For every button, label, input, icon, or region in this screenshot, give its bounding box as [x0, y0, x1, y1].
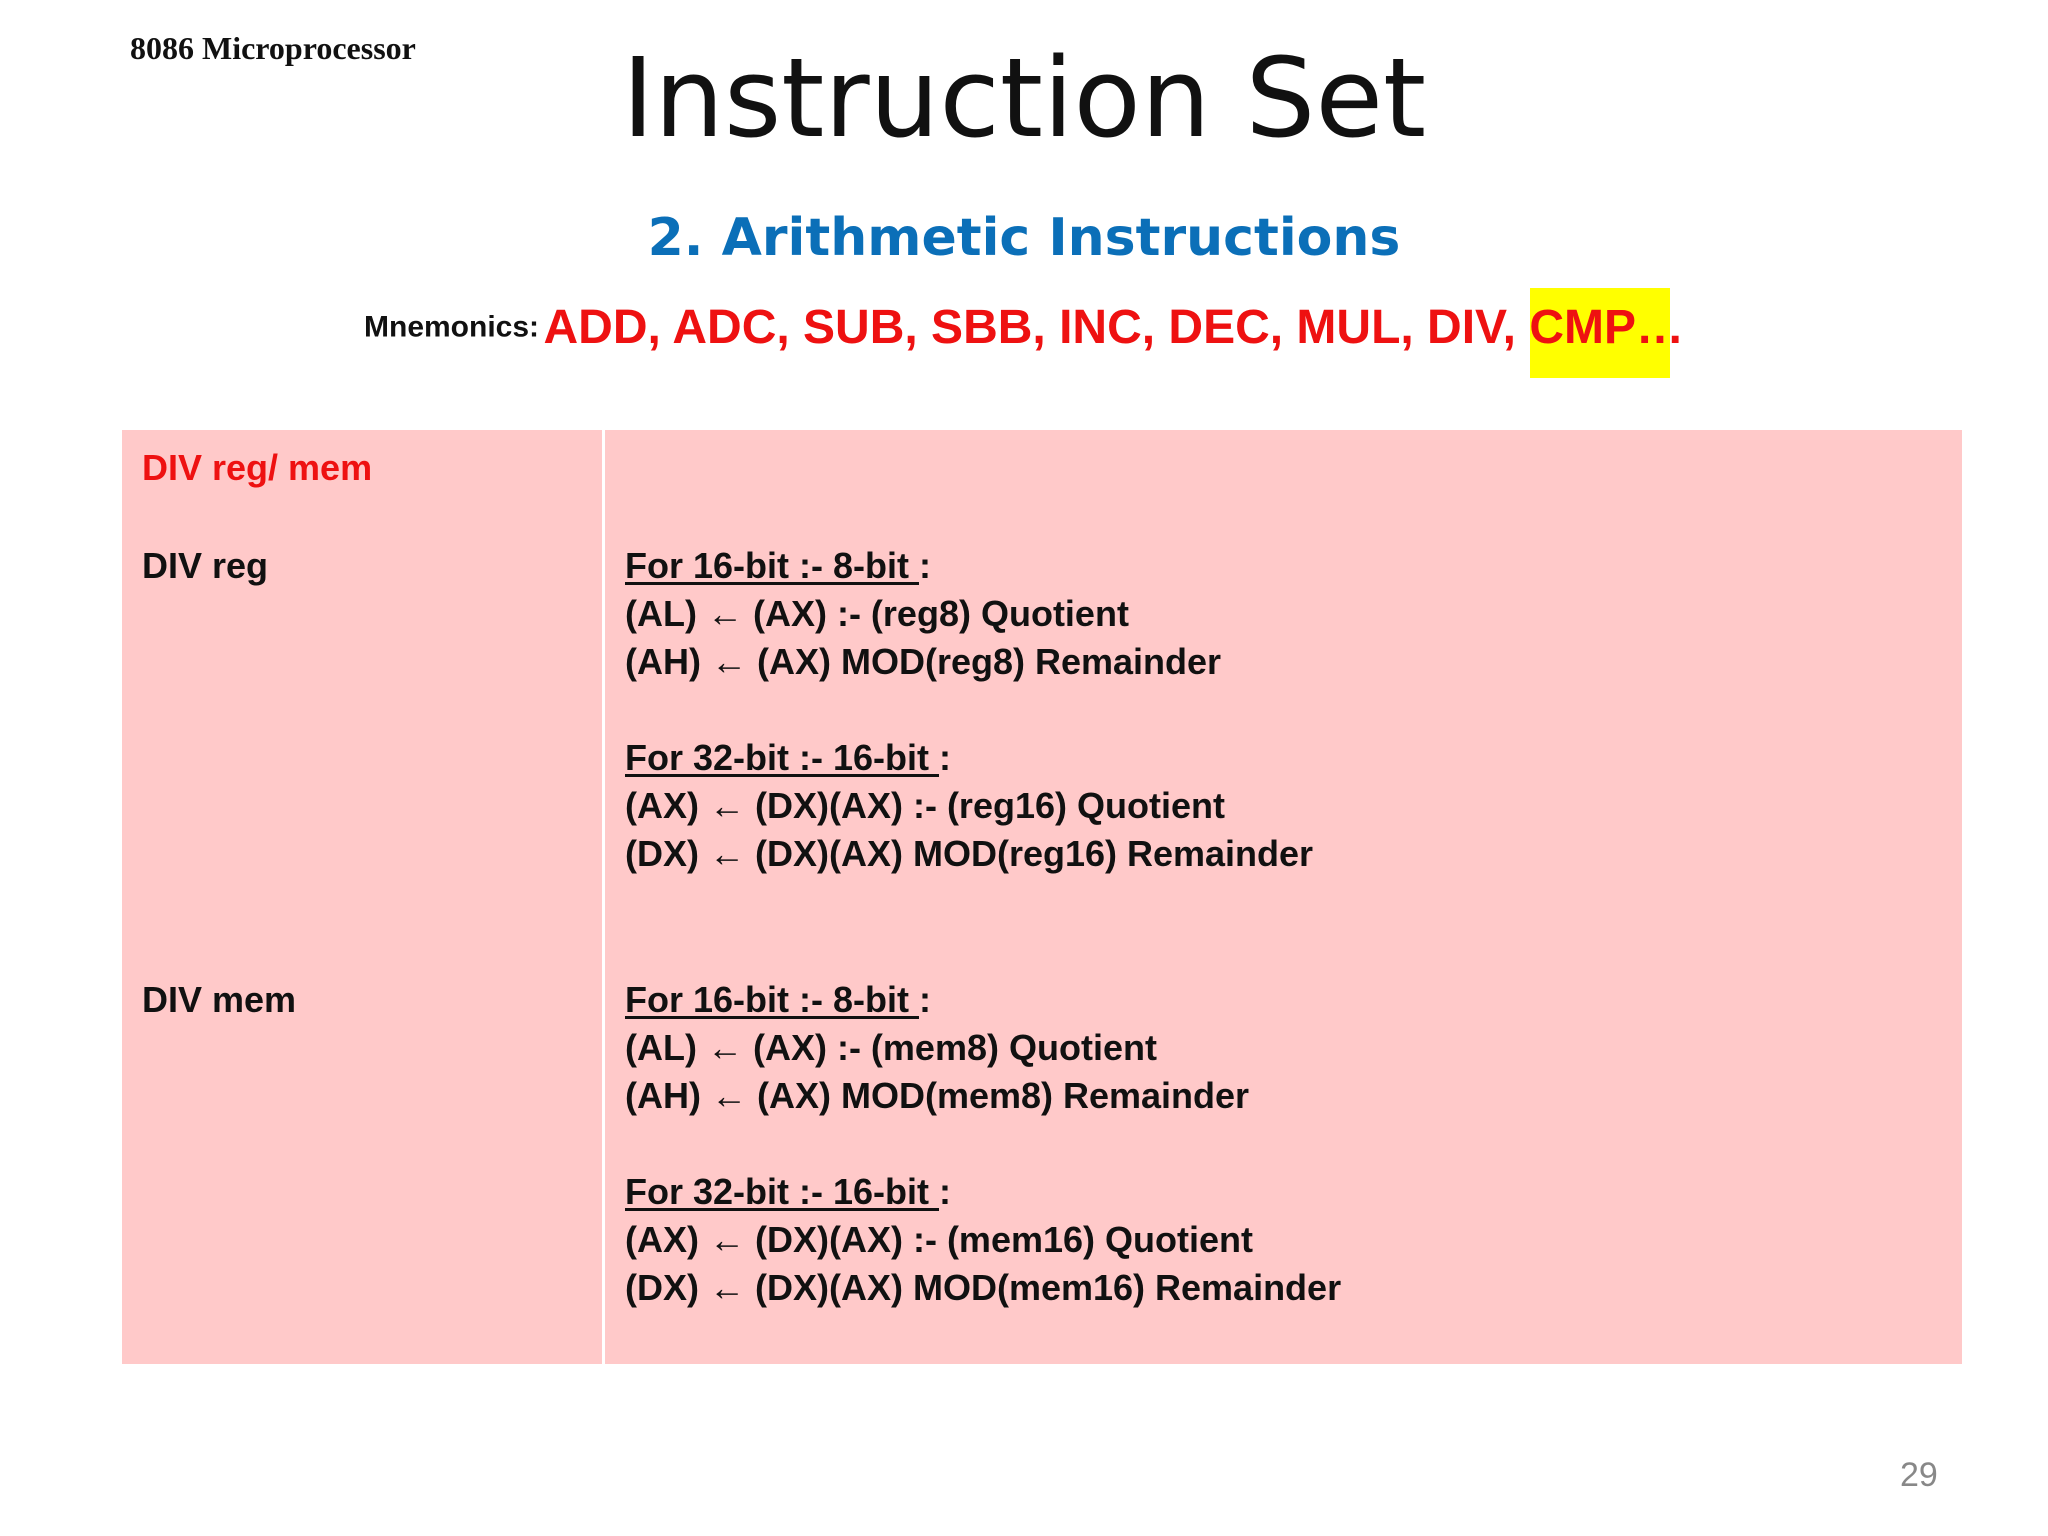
slide-subtitle: 2. Arithmetic Instructions	[647, 208, 1401, 268]
mnemonics-label: Mnemonics:	[364, 310, 540, 344]
table-heading: DIV reg/ mem	[142, 447, 373, 488]
row-label-div-mem: DIV mem	[142, 979, 297, 1020]
block-line: (DX) ← (DX)(AX) MOD(mem16) Remainder	[625, 1267, 1342, 1308]
block-line: (AL) ← (AX) :- (reg8) Quotient	[625, 593, 1129, 634]
course-label: 8086 Microprocessor	[130, 30, 416, 66]
block-line: (AL) ← (AX) :- (mem8) Quotient	[625, 1027, 1157, 1068]
slide-title: Instruction Set	[621, 34, 1427, 162]
page-number: 29	[1900, 1456, 1938, 1494]
block-heading: For 32-bit :- 16-bit :	[625, 1171, 951, 1212]
block-line: (AH) ← (AX) MOD(mem8) Remainder	[625, 1075, 1250, 1116]
div-instruction-table	[122, 430, 1962, 1364]
table-left-column	[122, 430, 605, 1364]
mnemonics-row	[0, 300, 2048, 380]
block-reg-32bit	[625, 734, 1313, 878]
block-line: (AH) ← (AX) MOD(reg8) Remainder	[625, 641, 1222, 682]
block-mem-32bit	[625, 1168, 1341, 1312]
block-line: (AX) ← (DX)(AX) :- (reg16) Quotient	[625, 785, 1225, 826]
block-line: (DX) ← (DX)(AX) MOD(reg16) Remainder	[625, 833, 1314, 874]
block-heading: For 16-bit :- 8-bit :	[625, 545, 931, 586]
mnemonics-list: ADD, ADC, SUB, SBB, INC, DEC, MUL, DIV, CMP…	[543, 301, 1684, 354]
block-line: (AX) ← (DX)(AX) :- (mem16) Quotient	[625, 1219, 1253, 1260]
block-mem-16bit	[625, 976, 1249, 1120]
block-heading: For 16-bit :- 8-bit :	[625, 979, 931, 1020]
block-heading: For 32-bit :- 16-bit :	[625, 737, 951, 778]
row-label-div-reg: DIV reg	[142, 545, 269, 586]
table-right-column	[605, 430, 1962, 1364]
block-reg-16bit	[625, 542, 1221, 686]
